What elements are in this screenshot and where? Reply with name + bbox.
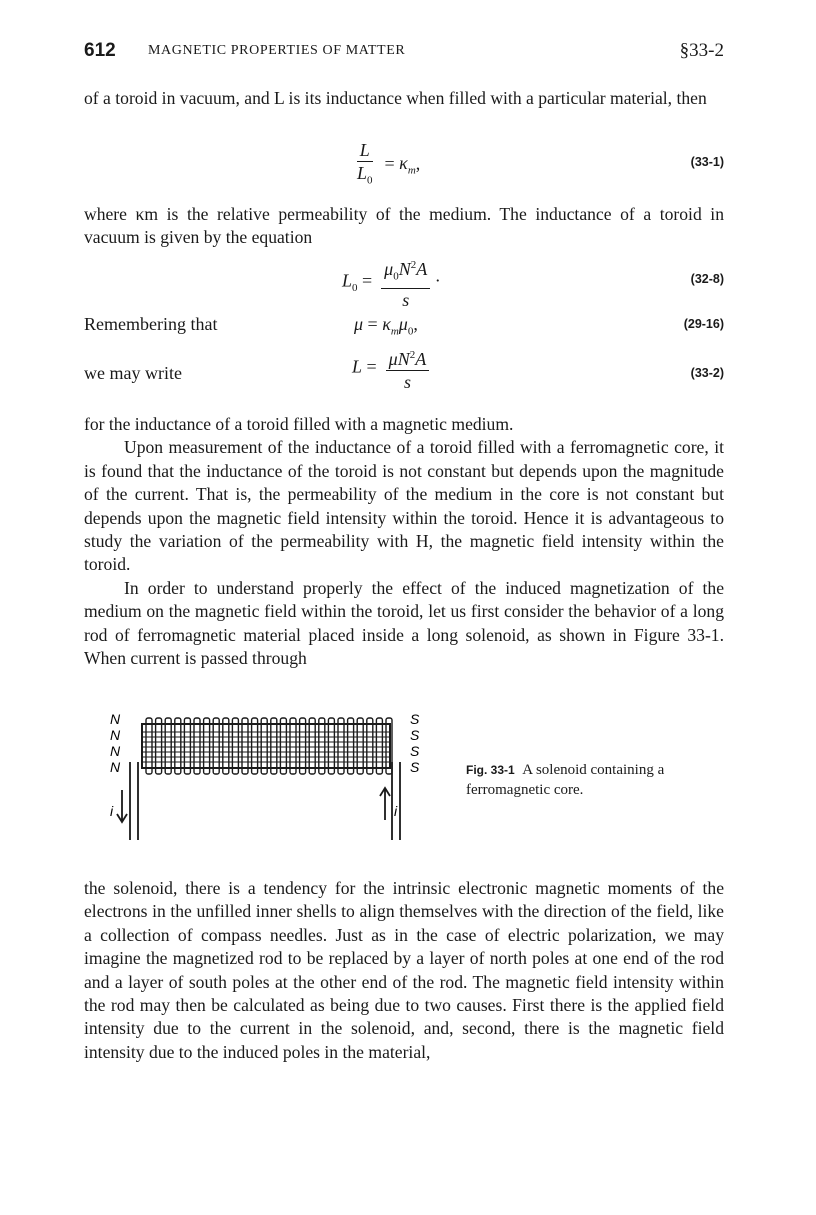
caption-text: A solenoid containing a ferromagnetic core. [466,762,665,798]
south-pole-label: S [410,759,420,775]
current-label: i [394,803,398,819]
north-pole-label: N [110,759,121,775]
equation-29-16: Remembering that $\mu = \kappa_m\mu_0$, (29-16) [84,314,724,338]
solenoid-figure [110,690,450,850]
current-arrow-up [380,788,390,820]
ferromagnetic-core [142,724,390,768]
paragraph-permeability: where κm is the relative permeability of the medium. The inductance of a toroid in vacuum is given by the equation [84,204,724,248]
equation-number: (29-16) [683,317,724,331]
equation-number: (33-2) [690,366,724,380]
chapter-title: MAGNETIC PROPERTIES OF MATTER [148,43,406,58]
running-header [84,40,724,64]
right-lead [392,762,400,840]
north-pole-label: N [110,727,121,743]
paragraph-magnetization: the solenoid, there is a tendency for the intrinsic electronic magnetic moments of the electrons in the unfilled inner shells to align themselves with the direction of the field, like a collection of compass needles. Just as in the case of electric polarization, we may imagine the magnetized rod to be replaced by a layer of north poles at one end of the rod and a layer of south poles at the other end of the rod. The magnetic field intensity within the rod may then be calculated as being due to two causes. First there is the applied field intensity due to the current in the solenoid, and, second, there is the magnetic field intensity due to the induced poles in the material, [84,878,724,1062]
caption-label: Fig. 33-1 [466,763,515,777]
intro-paragraph: of a toroid in vacuum, and L is its inductance when filled with a particular material, then [84,88,707,108]
page-number: 612 [84,40,116,61]
current-arrow-down [117,790,127,822]
equation-32-8: $L_0$ = $\frac{\mu_0N^2A}{s}$ · (32-8) [84,255,724,305]
figure-caption [466,760,736,800]
equation-number: (32-8) [690,272,724,286]
south-pole-label: S [410,727,420,743]
equation-33-2: we may write L = $\frac{\mu N^2A}{s}$ (33-2) [84,345,724,400]
core-hatching [142,732,390,762]
equation-number: (33-1) [690,155,724,169]
paragraph-toroid: for the inductance of a toroid filled with a magnetic medium. Upon measurement of the inductance of a toroid filled with a ferromagnetic core, it is found that the inductance of the toroid is not constant but depends upon the magnitude of the current. That is, the permeability of the medium in the core is not constant but depends upon the magnetic field intensity within the toroid. Hence it is advantageous to study the variation of the permeability with H, the magnetic field intensity within the toroid. In order to understand properly the effect of the induced magnetization of the medium on the magnetic field within the toroid, let us first consider the behavior of a long rod of ferromagnetic material placed inside a long solenoid, as shown in Figure 33-1. When current is passed through [84,414,724,669]
left-lead [130,762,138,840]
north-pole-label: N [110,711,121,727]
current-label: i [110,803,114,819]
south-pole-label: S [410,711,420,727]
equation-33-1: $\frac{L}{L_0}$ = $\kappa_m$, (33-1) [357,140,724,187]
section-number: §33-2 [679,40,724,61]
south-pole-label: S [410,743,420,759]
north-pole-label: N [110,743,121,759]
